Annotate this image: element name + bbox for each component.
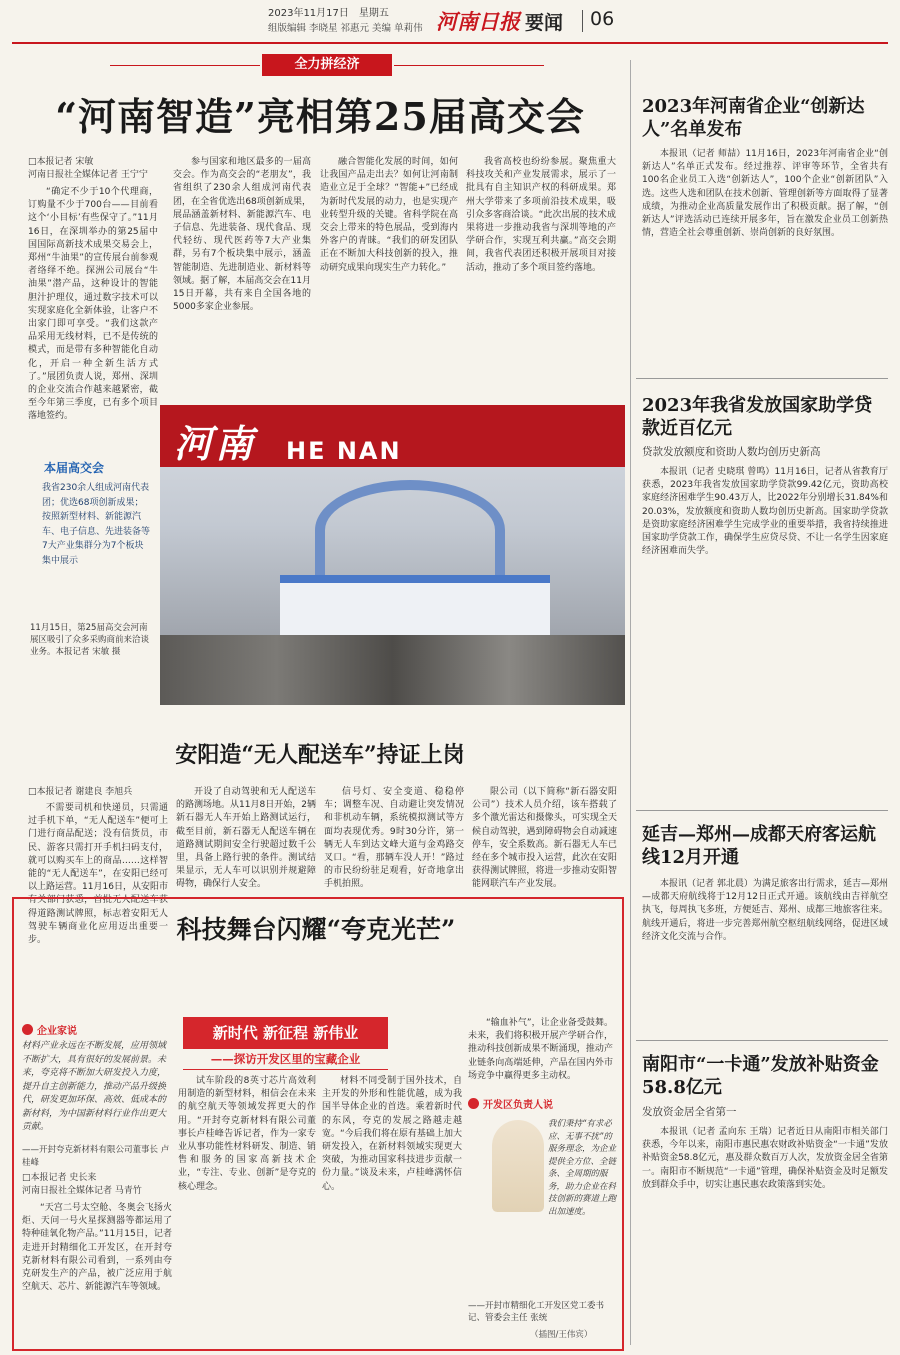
flight-route-body: 本报讯（记者 郭北晨）为满足旅客出行需求，延吉—郑州—成都天府航线将于12月12日正式开通。该航线由吉祥航空执飞，每周执飞多班，方便延吉、郑州、成都三地旅客往来。航线开通后，将进一步完善郑州航空枢纽航线网络，促进区域经济文化交流与合作。 xyxy=(642,879,888,942)
page-number: 06 xyxy=(590,8,615,30)
right-rule-3 xyxy=(636,1040,888,1041)
series-banner: 新时代 新征程 新伟业 xyxy=(183,1017,388,1049)
leader-portrait-illustration xyxy=(492,1120,544,1212)
zone-leader-quote: 我们秉持“有求必应、无事不扰”的服务理念，为企业提供全方位、全链条、全周期的服务，助力企业在科技创新的赛道上跑出加速度。 xyxy=(548,1119,617,1217)
tech-byline-reporter: □本报记者 史长来 xyxy=(22,1173,97,1183)
anyang-column-1: 不需要司机和快递员，只需通过手机下单，“无人配送车”便可上门进行商品配送；没有信货员，市民、游客只需打开手机扫码支付，就可以购买车上的商品……这样智能的“无人配送车”，在安阳已经可以上路运营。11月16日，从安阳市有关部门获悉，首批无人配送车获得道路测试牌照，标志着安阳无人驾驶车辆商业化应用迈出重要一步。 xyxy=(28,803,168,946)
tech-byline xyxy=(22,1172,142,1198)
photo-booth xyxy=(280,575,550,643)
illustration-credit: （插图/王伟宾） xyxy=(530,1330,593,1340)
top-rule xyxy=(12,42,888,44)
anyang-headline: 安阳造“无人配送车”持证上岗 xyxy=(175,742,465,768)
photo-crowd xyxy=(160,635,625,705)
section-name: 要闻 xyxy=(525,12,564,34)
photo-caption: 11月15日，第25届高交会河南展区吸引了众多采购商前来洽谈业务。本报记者 宋敏 摄 xyxy=(30,623,150,657)
flight-route-headline: 延吉—郑州—成都天府客运航线12月开通 xyxy=(642,824,876,868)
kicker-rule-left xyxy=(110,65,260,66)
zone-leader-says-tag: 开发区负责人说 xyxy=(468,1096,553,1111)
tech-byline-reporter-2: 河南日报社全媒体记者 马青竹 xyxy=(22,1186,142,1196)
series-subtitle: ——探访开发区里的宝藏企业 xyxy=(183,1049,388,1070)
masthead-divider xyxy=(582,10,583,32)
expo-facts-text: 我省230余人组成河南代表团；优选68项创新成果；按照新型材料、新能源汽车、电子信息、先进装备等7大产业集群分为7个板块集中展示 xyxy=(42,483,151,566)
speech-bubble-icon xyxy=(468,1098,479,1109)
tech-column-1: “天宫二号太空舱、冬奥会飞扬火炬、天问一号火星探测器等都运用了特种硅氧化物产品。”11月15日，记者走进开封精细化工开发区，在开封夸克新材料有限公司看到，一系列由夸克研发生产的产品，被广泛应用于航空航天、芯片、新能源汽车等领域。 xyxy=(22,1203,172,1293)
student-loan-subheadline: 贷款发放额度和资助人数均创历史新高 xyxy=(642,446,821,458)
lead-column-2: 参与国家和地区最多的一届高交会。作为高交会的“老朋友”，我省组织了230余人组成河南代表团，在全省优选出68项创新成果，展品涵盖新材料、新能源汽车、电子信息、先进装备、现代食品、现代轻纺、现代医药等7大产业集群，另有7个板块集中展示，涵盖智能制造、先进制造业、新材料等领域。据了解，本届高交会在11月15日开幕，共有来自全国各地的5000多家企业参展。 xyxy=(173,157,311,313)
lead-kicker: 全力拼经济 xyxy=(262,54,392,76)
anyang-column-3: 信号灯、安全变道、稳稳停车；调整车况、自动避让突发情况和非机动车辆，系统模拟测试等方面均表现优秀。9时30分许，第一辆无人车到达文峰大道与金鸡路交叉口。“看，那辆车没人开！”路过的市民纷纷驻足观看，好奇地拿出手机拍照。 xyxy=(324,787,464,890)
entrepreneur-quote: 材料产业永远在不断发展，应用领域不断扩大，具有很好的发展前景。未来，夸克将不断加大研发投入力度，提升自主创新能力，推动产品升级换代，研发更加环保、高效、低成本的新材料，为中国新材料行业作出更大贡献。 xyxy=(22,1041,167,1132)
speech-bubble-icon xyxy=(22,1024,33,1035)
expo-facts-title: 本届高交会 xyxy=(44,461,105,475)
masthead xyxy=(0,0,900,44)
lead-byline xyxy=(28,156,148,182)
nanyang-subsidy-subheadline: 发放资金居全省第一 xyxy=(642,1106,737,1118)
tech-headline: 科技舞台闪耀“夸克光芒” xyxy=(176,915,456,944)
photo-arch-structure xyxy=(315,480,505,580)
lead-byline-reporter: □本报记者 宋敏 xyxy=(28,157,94,167)
issue-date: 2023年11月17日 星期五 xyxy=(268,8,389,19)
expo-photo xyxy=(160,405,625,705)
entrepreneur-signature: ——开封夸克新材料有限公司董事长 卢桂峰 xyxy=(22,1145,170,1168)
nanyang-subsidy-headline: 南阳市“一卡通”发放补贴资金58.8亿元 xyxy=(642,1054,879,1098)
kicker-rule-right xyxy=(394,65,544,66)
zone-leader-signature: ——开封市精细化工开发区党工委书记、管委会主任 张统 xyxy=(468,1301,605,1323)
innovator-list-body: 本报讯（记者 师喆）11月16日，2023年河南省企业“创新达人”名单正式发布。经过推荐、评审等环节，全省共有100名企业员工入选“创新达人”，100个企业“创新团队”入选。这些人选和团队在技术创新、管理创新等方面取得了显著成绩，为推动企业高质量发展作出了积极贡献。据了解，“创新达人”评选活动已连续开展多年，旨在激发企业员工创新热情，营造全社会尊重创新、崇尚创新的良好氛围。 xyxy=(642,149,888,239)
photo-henan-logo-en: HE NAN xyxy=(286,437,402,465)
anyang-column-4: 限公司（以下简称“新石器安阳公司”）技术人员介绍，该车搭载了多个激光雷达和摄像头，可实现全天候自动驾驶，遇到障碍物会自动减速停车，安全系数高。新石器无人车已经在多个城市投入运营，此次在安阳获得测试牌照，将进一步推动安阳智能网联汽车产业发展。 xyxy=(472,787,617,890)
lead-column-1: “确定不少于10个代理商，订购量不少于700台——目前看这个‘小目标’有些保守了。”11月16日，在深圳举办的第25届中国国际高新技术成果交易会上，郑州“牛油果”的宣传展台前参观者络绎不绝。探洲公司展台“牛油果”潜产品，这种设计的智能胆汁护理仪，通过数字技术可以实现家庭化全新体验，让客户不出家门即可享受。“我们这款产品采用无线材料，已不是传统的模式，而是带有多种智能化自动化，开启一种全新生活方式了。”展团负责人说，郑州、深圳的企业交流合作越来越紧密，截至今年第三季度，已有多个项目落地签约。 xyxy=(28,187,158,422)
photo-henan-logo: 河南 xyxy=(174,421,257,466)
lead-column-3: 融合智能化发展的时间，如何让我国产品走出去？如何让河南制造业立足于全球？“智能+”已经成为新时代发展的动力，也是实现产业转型升级的关键。省科学院在高交会上带来的特色展品，受到海内外客户的青睐。“我们的研发团队正在不断加大科技创新的投入，推动研究成果向现实生产力转化。” xyxy=(320,157,458,273)
lead-headline: “河南智造”亮相第25届高交会 xyxy=(55,94,585,139)
right-rule-1 xyxy=(636,378,888,379)
student-loan-headline: 2023年我省发放国家助学贷款近百亿元 xyxy=(642,395,873,439)
editor-credits: 组版编辑 李晓星 祁惠元 美编 单莉伟 xyxy=(268,23,423,34)
expo-facts-box xyxy=(30,455,160,705)
newspaper-logo: 河南日报 xyxy=(436,9,520,34)
innovator-list-headline: 2023年河南省企业“创新达人”名单发布 xyxy=(642,96,865,140)
nanyang-subsidy-body: 本报讯（记者 孟向东 王瑞）记者近日从南阳市相关部门获悉，今年以来，南阳市惠民惠农财政补贴资金“一卡通”发放补贴资金58.8亿元，惠及群众数百万人次，发放资金居全省第一。南阳市不断规范“一卡通”管理，确保补贴资金及时足额发放到群众手中，切实让惠民惠农政策落到实处。 xyxy=(642,1127,888,1190)
tech-column-3: 材料不同受制于国外技术，自主开发的外形和性能优越，成为我国半导体企业的首选。乘着新时代的东风，夸克的发展之路越走越宽。“今后我们将在原有基础上加大研发投入，在新材料领域实现更大突破，为推动国家科技进步贡献一份力量。”谈及未来，卢桂峰满怀信心。 xyxy=(322,1076,462,1192)
entrepreneur-says-tag: 企业家说 xyxy=(22,1022,77,1037)
tech-column-4: “输血补气”，让企业备受鼓舞。未来，我们将积极开展产学研合作，推动科技创新成果不断涌现，推动产业链条向高端延伸，产品在国内外市场竞争中赢得更多主动权。 xyxy=(468,1018,613,1081)
lead-column-4: 我省高校也纷纷参展。聚焦重大科技攻关和产业发展需求，展示了一批具有自主知识产权的科研成果。郑州大学带来了多项前沿技术成果，吸引众多客商洽谈。“此次出展的技术成果将进一步推动我省与深圳等地的产学研合作，实现互利共赢。”高交会期间，我省代表团还积极开展项目对接活动，推动了多个项目签约落地。 xyxy=(466,157,616,273)
anyang-byline: □本报记者 谢建良 李旭兵 xyxy=(28,787,133,797)
right-rule-2 xyxy=(636,810,888,811)
anyang-column-2: 开设了自动驾驶和无人配送车的路测场地。从11月8日开始，2辆新石器无人车开始上路测试运行，截至目前，新石器无人配送车辆在道路测试期间安全行驶超过数千公里，具备上路行驶的条件。测试结果显示，无人车可以识别并规避障碍物，确保行人安全。 xyxy=(176,787,316,890)
lead-byline-reporter-2: 河南日报社全媒体记者 王宁宁 xyxy=(28,170,148,180)
tech-column-2: 试车阶段的8英寸芯片高效利用制造的新型材料，相信会在未来的航空航天等领域发挥更大的作用。“开封夸克新材料有限公司董事长卢桂峰告诉记者，作为一家专业从事功能性材料研发、制造、销售和服务的国家高新技术企业，“专注、专业、创新”是夸克的核心理念。 xyxy=(178,1076,316,1192)
student-loan-body: 本报讯（记者 史晓琪 曾鸣）11月16日，记者从省教育厅获悉，2023年我省发放国家助学贷款99.42亿元，资助高校家庭经济困难学生90.43万人，比2022年分别增长31.84%和20.03%，发放额度和资助人数均创历史新高。国家助学贷款是资助家庭经济困难学生完成学业的重要举措，我省持续推进国家助学贷款工作，确保学生应贷尽贷、不让一名学生因家庭经济困难而失学。 xyxy=(642,467,888,557)
right-column-divider xyxy=(630,60,631,1345)
